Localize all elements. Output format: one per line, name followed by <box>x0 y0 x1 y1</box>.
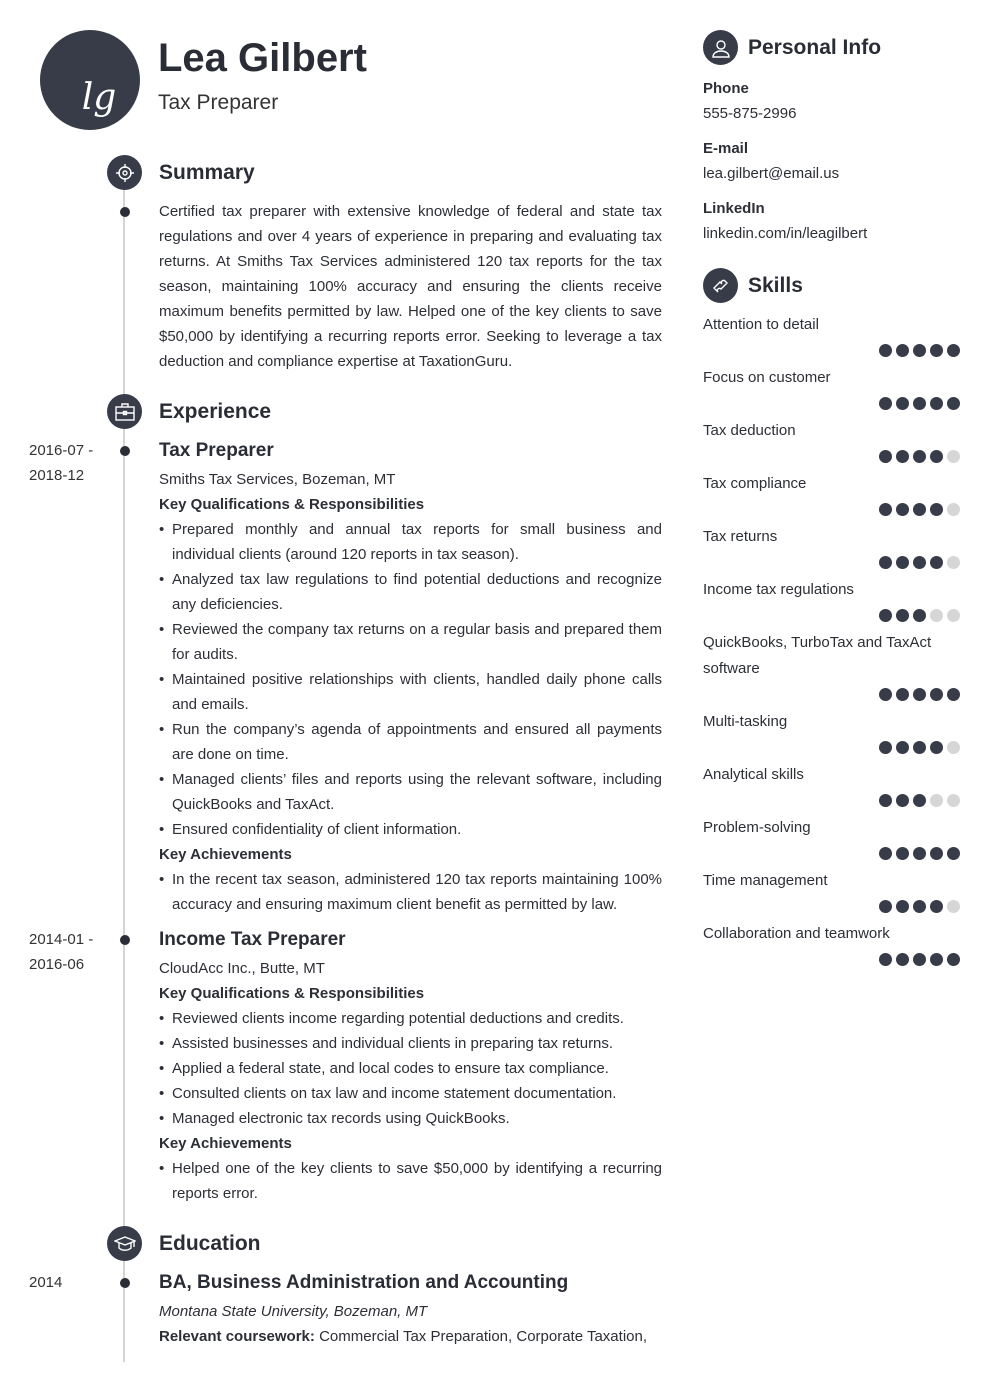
rating-dot <box>947 900 960 913</box>
skill-name: Collaboration and teamwork <box>703 925 890 942</box>
field-value: lea.gilbert@email.us <box>703 165 840 182</box>
rating-dot <box>913 397 926 410</box>
school: Montana State University, Bozeman, MT <box>159 1303 428 1320</box>
responsibilities-label: Key Qualifications & Responsibilities <box>159 985 425 1002</box>
rating-dot <box>913 900 926 913</box>
rating-dot <box>947 953 960 966</box>
job-dates: 2014-01 - 2016-06 <box>29 931 94 973</box>
skill-item <box>703 709 960 754</box>
candidate-title: Tax Preparer <box>158 91 279 114</box>
rating-dot <box>896 688 909 701</box>
rating-dot <box>930 397 943 410</box>
skills-title: Skills <box>748 274 803 297</box>
skill-item <box>703 418 960 463</box>
responsibility-item: • Applied a federal state, and local codes to ensure tax compliance. <box>159 1056 662 1081</box>
responsibility-item: • Reviewed clients income regarding potential deductions and credits. <box>159 1006 662 1031</box>
rating-dot <box>879 953 892 966</box>
rating-dot <box>913 741 926 754</box>
rating-dot <box>913 688 926 701</box>
rating-dot <box>913 847 926 860</box>
skill-item <box>703 868 960 913</box>
achievement-item: • Helped one of the key clients to save $50,000 by identifying a recurring reports error. <box>159 1156 662 1206</box>
initials-logo <box>40 30 140 130</box>
rating-dot <box>930 450 943 463</box>
timeline-dot <box>120 935 130 945</box>
skill-rating <box>703 794 960 807</box>
rating-dot <box>896 344 909 357</box>
target-icon <box>107 155 142 190</box>
rating-dot <box>879 344 892 357</box>
coursework: Commercial Tax Preparation, Corporate Taxation, <box>319 1328 647 1345</box>
rating-dot <box>930 741 943 754</box>
rating-dot <box>879 741 892 754</box>
rating-dot <box>930 503 943 516</box>
rating-dot <box>930 953 943 966</box>
initials: lg <box>81 77 117 118</box>
field-value: linkedin.com/in/leagilbert <box>703 225 868 242</box>
responsibility-item: • Ensured confidentiality of client information. <box>159 817 662 842</box>
summary-text: Certified tax preparer with extensive knowledge of federal and state tax regulations and over 4 years of experience in preparing and evaluating tax returns. At Smiths Tax Services administered 120 tax reports for the tax season, maintaining 100% accuracy and ensuring the clients receive maximum benefits permitted by law. Helped one of the key clients to save $50,000 by identifying a recurring reports error. Seeking to leverage a tax deduction and compliance expertise at TaxationGuru. <box>159 203 662 370</box>
rating-dot <box>896 741 909 754</box>
skill-item <box>703 471 960 516</box>
job-dates: 2016-07 - 2018-12 <box>29 442 94 484</box>
job-entry <box>29 438 662 917</box>
skill-rating <box>703 450 960 463</box>
rating-dot <box>947 688 960 701</box>
rating-dot <box>896 503 909 516</box>
achievement-item: • In the recent tax season, administered 120 tax reports maintaining 100% accuracy and ensuring maximum client benefit as permitted by law. <box>159 867 662 917</box>
skill-name: Tax compliance <box>703 475 807 492</box>
experience-heading <box>159 394 662 430</box>
rating-dot <box>896 953 909 966</box>
skill-rating <box>703 609 960 622</box>
puzzle-icon <box>703 268 738 303</box>
rating-dot <box>930 609 943 622</box>
rating-dot <box>930 556 943 569</box>
rating-dot <box>947 741 960 754</box>
user-icon <box>703 30 738 65</box>
skill-rating <box>703 397 960 410</box>
education-heading <box>159 1226 662 1262</box>
field-label: Phone <box>703 80 749 97</box>
responsibilities-label: Key Qualifications & Responsibilities <box>159 496 425 513</box>
skill-name: Time management <box>703 872 828 889</box>
skill-name: Analytical skills <box>703 766 804 783</box>
company: CloudAcc Inc., Butte, MT <box>159 960 325 977</box>
responsibility-item: • Maintained positive relationships with clients, handled daily phone calls and emails. <box>159 667 662 717</box>
rating-dot <box>879 900 892 913</box>
rating-dot <box>896 847 909 860</box>
rating-dot <box>879 847 892 860</box>
job-title: Income Tax Preparer <box>159 929 346 950</box>
rating-dot <box>879 556 892 569</box>
degree: BA, Business Administration and Accounting <box>159 1272 569 1293</box>
field-value: 555-875-2996 <box>703 105 797 122</box>
rating-dot <box>947 847 960 860</box>
job-entry <box>29 927 662 1206</box>
skill-rating <box>703 503 960 516</box>
skills-heading <box>703 268 960 304</box>
skill-name: QuickBooks, TurboTax and TaxAct software <box>703 634 932 677</box>
rating-dot <box>879 688 892 701</box>
rating-dot <box>947 503 960 516</box>
responsibility-item: • Analyzed tax law regulations to find potential deductions and recognize any deficiencies. <box>159 567 662 617</box>
skill-item <box>703 815 960 860</box>
rating-dot <box>896 794 909 807</box>
skill-rating <box>703 688 960 701</box>
skill-rating <box>703 556 960 569</box>
skill-item <box>703 630 960 701</box>
rating-dot <box>913 503 926 516</box>
sidebar <box>703 30 960 966</box>
rating-dot <box>930 344 943 357</box>
skill-name: Focus on customer <box>703 369 831 386</box>
rating-dot <box>930 847 943 860</box>
personal-info-heading <box>703 30 960 66</box>
company: Smiths Tax Services, Bozeman, MT <box>159 471 396 488</box>
rating-dot <box>930 794 943 807</box>
skill-name: Income tax regulations <box>703 581 854 598</box>
graduation-cap-icon <box>107 1226 142 1261</box>
rating-dot <box>879 794 892 807</box>
responsibility-item: • Run the company’s agenda of appointments and ensured all payments are done on time. <box>159 717 662 767</box>
rating-dot <box>947 556 960 569</box>
rating-dot <box>879 397 892 410</box>
rating-dot <box>930 900 943 913</box>
skill-name: Tax deduction <box>703 422 796 439</box>
rating-dot <box>913 794 926 807</box>
rating-dot <box>896 556 909 569</box>
skill-item <box>703 312 960 357</box>
rating-dot <box>879 450 892 463</box>
skill-rating <box>703 900 960 913</box>
rating-dot <box>896 397 909 410</box>
skill-item <box>703 365 960 410</box>
skill-name: Attention to detail <box>703 316 819 333</box>
field-label: LinkedIn <box>703 200 765 217</box>
rating-dot <box>913 344 926 357</box>
achievements-label: Key Achievements <box>159 1135 292 1152</box>
rating-dot <box>896 609 909 622</box>
timeline-dot <box>120 1278 130 1288</box>
coursework-label: Relevant coursework: <box>159 1328 315 1345</box>
experience-title: Experience <box>159 400 272 423</box>
responsibility-item: • Consulted clients on tax law and income statement documentation. <box>159 1081 662 1106</box>
job-title: Tax Preparer <box>159 440 274 461</box>
candidate-name: Lea Gilbert <box>158 36 367 80</box>
education-entry <box>29 1270 662 1349</box>
skill-rating <box>703 344 960 357</box>
achievements-label: Key Achievements <box>159 846 292 863</box>
rating-dot <box>913 609 926 622</box>
responsibility-item: • Assisted businesses and individual clients in preparing tax returns. <box>159 1031 662 1056</box>
responsibility-item: • Managed clients’ files and reports using the relevant software, including QuickBooks and TaxAct. <box>159 767 662 817</box>
skill-item <box>703 762 960 807</box>
rating-dot <box>913 556 926 569</box>
rating-dot <box>913 953 926 966</box>
skill-rating <box>703 741 960 754</box>
skill-item <box>703 577 960 622</box>
timeline-dot <box>120 207 130 217</box>
summary-title: Summary <box>159 161 255 184</box>
rating-dot <box>947 794 960 807</box>
responsibility-item: • Reviewed the company tax returns on a regular basis and prepared them for audits. <box>159 617 662 667</box>
field-label: E-mail <box>703 140 749 157</box>
personal-info-title: Personal Info <box>748 36 882 59</box>
rating-dot <box>896 900 909 913</box>
rating-dot <box>896 450 909 463</box>
skill-rating <box>703 953 960 966</box>
responsibility-item: • Managed electronic tax records using QuickBooks. <box>159 1106 662 1131</box>
rating-dot <box>947 344 960 357</box>
skill-name: Tax returns <box>703 528 778 545</box>
skill-name: Problem-solving <box>703 819 811 836</box>
rating-dot <box>947 450 960 463</box>
timeline-line <box>123 160 125 1362</box>
education-date: 2014 <box>29 1274 63 1291</box>
rating-dot <box>930 688 943 701</box>
rating-dot <box>879 609 892 622</box>
main-column <box>29 155 662 1349</box>
skill-item <box>703 921 960 966</box>
summary-heading <box>159 155 662 191</box>
rating-dot <box>947 397 960 410</box>
education-title: Education <box>159 1232 261 1255</box>
skill-name: Multi-tasking <box>703 713 788 730</box>
rating-dot <box>947 609 960 622</box>
skill-item <box>703 524 960 569</box>
timeline-dot <box>120 446 130 456</box>
rating-dot <box>879 503 892 516</box>
briefcase-icon <box>107 394 142 429</box>
skill-rating <box>703 847 960 860</box>
responsibility-item: • Prepared monthly and annual tax reports for small business and individual clients (around 120 reports in tax season). <box>159 517 662 567</box>
rating-dot <box>913 450 926 463</box>
